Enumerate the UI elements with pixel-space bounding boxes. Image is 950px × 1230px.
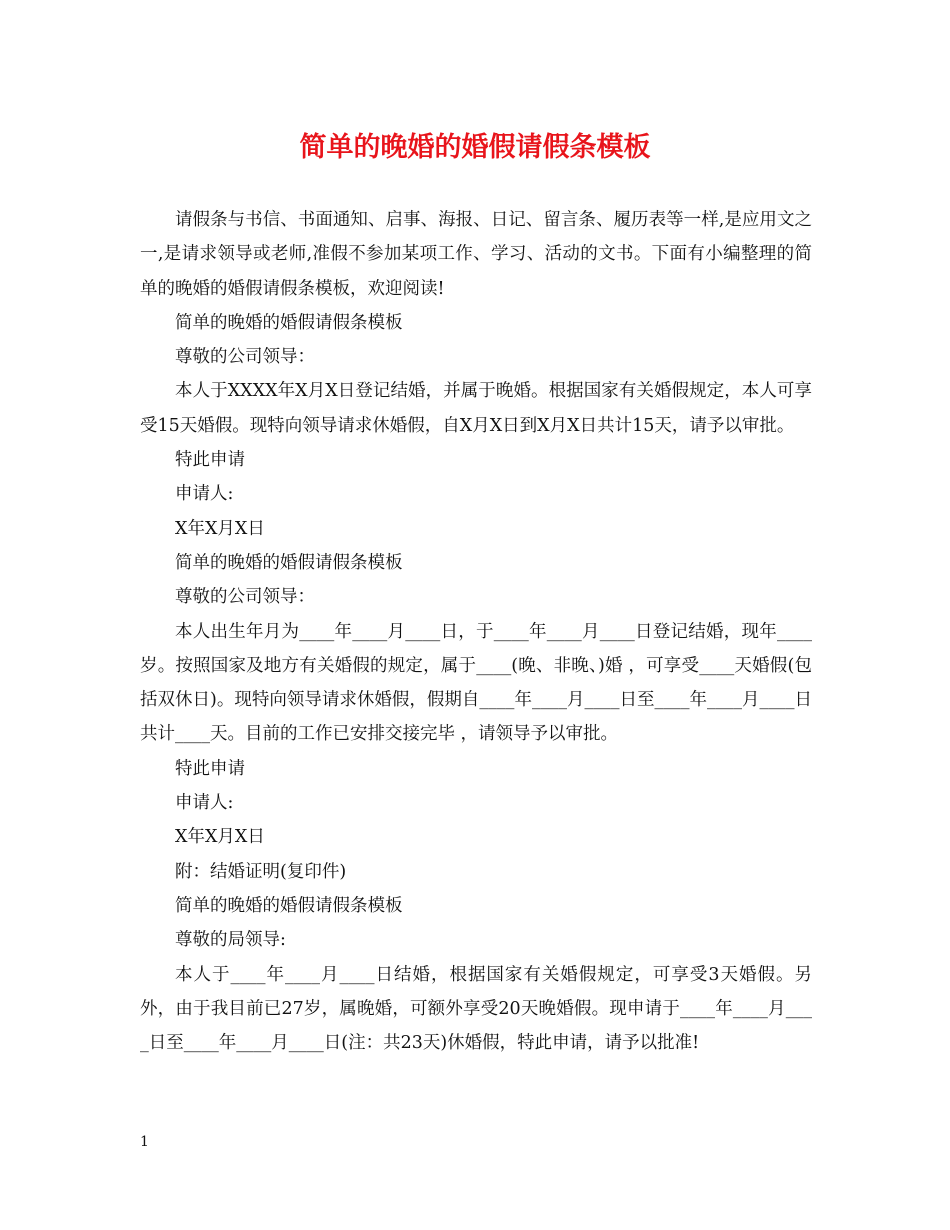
intro-paragraph: 请假条与书信、书面通知、启事、海报、日记、留言条、履历表等一样,是应用文之一,是请求领导或老师,准假不参加某项工作、学习、活动的文书。下面有小编整理的简单的晚婚的婚假请假条模板，欢迎阅读! (140, 210, 812, 299)
page-number: 1 (140, 1134, 149, 1150)
template-2-body: 本人出生年月为____年____月____日，于____年____月____日登记结婚，现年____岁。按照国家及地方有关婚假的规定，属于____(晚、非晚、)婚 ，可享受____天婚假(包括双休日)。现特向领导请求休婚假，假期自____年____月____日至____年____月____日共计____天。目前的工作已安排交接完毕 ，请领导予以审批。 (140, 621, 812, 745)
template-1-heading: 简单的晚婚的婚假请假条模板 (175, 312, 403, 333)
template-2-salutation: 尊敬的公司领导： (175, 587, 315, 608)
template-3-heading: 简单的晚婚的婚假请假条模板 (175, 895, 403, 916)
template-3-salutation: 尊敬的局领导: (175, 930, 286, 951)
template-2-applicant: 申请人: (175, 793, 234, 814)
template-2-closing: 特此申请 (175, 758, 245, 779)
document-body (140, 203, 812, 1060)
document-title: 简单的晚婚的婚假请假条模板 (299, 132, 651, 163)
template-1-applicant: 申请人: (175, 484, 234, 505)
template-1-salutation: 尊敬的公司领导： (175, 347, 315, 368)
template-1-body: 本人于XXXX年X月X日登记结婚，并属于晚婚。根据国家有关婚假规定，本人可享受15天婚假。现特向领导请求休婚假，自X月X日到X月X日共计15天，请予以审批。 (140, 381, 812, 436)
template-2-date: X年X月X日 (175, 827, 265, 848)
template-2-heading: 简单的晚婚的婚假请假条模板 (175, 552, 403, 573)
template-2-attachment: 附：结婚证明(复印件) (175, 861, 347, 882)
template-1-closing: 特此申请 (175, 450, 245, 471)
template-1-date: X年X月X日 (175, 518, 265, 539)
template-3-body: 本人于____年____月____日结婚，根据国家有关婚假规定，可享受3天婚假。另外，由于我目前已27岁，属晚婚，可额外享受20天晚婚假。现申请于____年____月____日至____年____月____日(注：共23天)休婚假，特此申请，请予以批准! (140, 964, 812, 1054)
